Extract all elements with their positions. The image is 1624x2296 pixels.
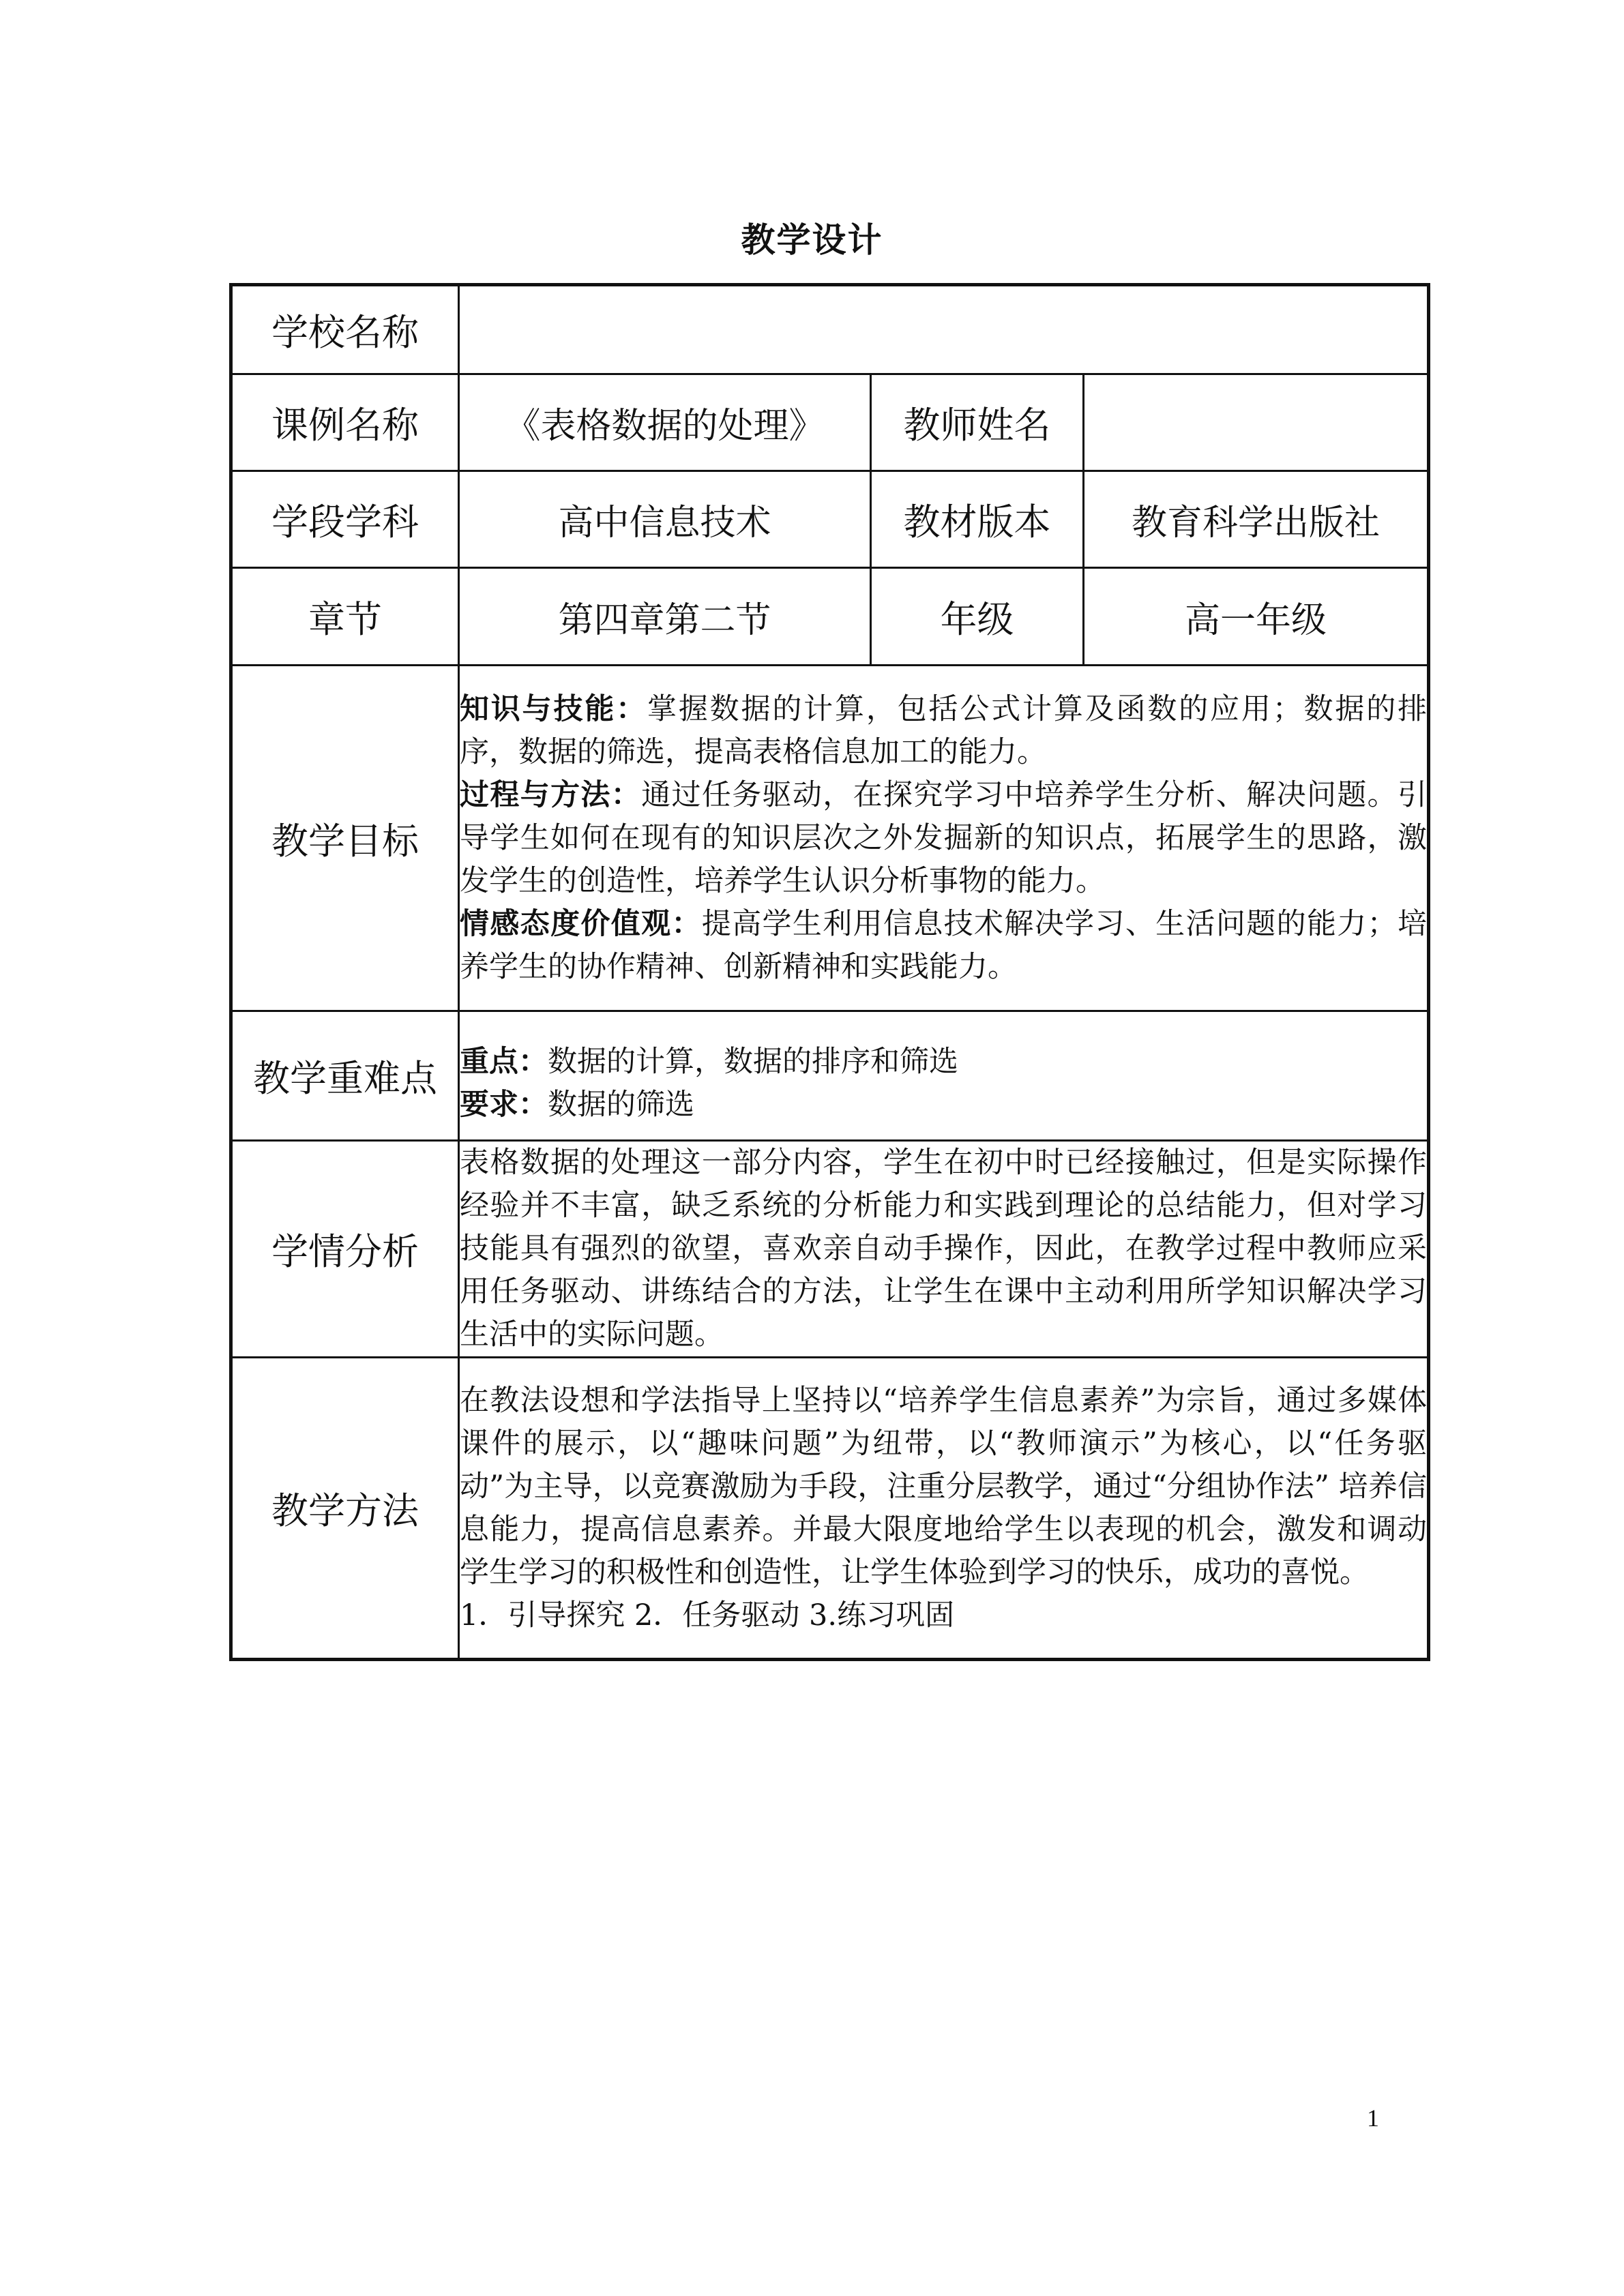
row-chapter	[231, 568, 1429, 666]
subject-label: 学段学科	[231, 471, 459, 568]
chapter-label: 章节	[231, 568, 459, 666]
school-name-value	[459, 285, 1429, 374]
lesson-design-table	[229, 283, 1430, 1661]
focus-paragraph	[460, 1041, 1427, 1084]
emotion-value-paragraph	[460, 903, 1427, 989]
requirement-heading: 要求：	[460, 1087, 548, 1122]
chapter-value: 第四章第二节	[459, 568, 871, 666]
school-name-label: 学校名称	[231, 285, 459, 374]
emotion-value-heading: 情感态度价值观：	[460, 906, 702, 941]
row-school	[231, 285, 1429, 374]
teacher-name-value	[1084, 374, 1429, 471]
methods-content	[459, 1358, 1429, 1660]
objectives-label: 教学目标	[231, 666, 459, 1011]
edition-value: 教育科学出版社	[1084, 471, 1429, 568]
key-points-label: 教学重难点	[231, 1011, 459, 1141]
focus-heading: 重点：	[460, 1044, 548, 1079]
methods-text: 在教法设想和学法指导上坚持以“培养学生信息素养”为宗旨，通过多媒体课件的展示，以“趣味问题”为纽带，以“教师演示”为核心，以“任务驱动”为主导，以竞赛激励为手段，注重分层教学，通过“分组协作法” 培养信息能力，提高信息素养。并最大限度地给学生以表现的机会，激发和调动学生学习的积极性和创造性，让学生体验到学习的快乐，成功的喜悦。	[460, 1383, 1428, 1590]
analysis-content	[459, 1141, 1429, 1358]
row-objectives	[231, 666, 1429, 1011]
subject-value: 高中信息技术	[459, 471, 871, 568]
process-method-paragraph	[460, 774, 1427, 903]
grade-label: 年级	[871, 568, 1084, 666]
emotion-value-text: 提高学生利用信息技术解决学习、生活问题的能力；培养学生的协作精神、创新精神和实践能力。	[460, 906, 1428, 984]
process-method-heading: 过程与方法：	[460, 777, 642, 812]
process-method-text: 通过任务驱动，在探究学习中培养学生分析、解决问题。引导学生如何在现有的知识层次之外发掘新的知识点，拓展学生的思路，激发学生的创造性，培养学生认识分析事物的能力。	[460, 777, 1428, 898]
row-analysis	[231, 1141, 1429, 1358]
teacher-name-label: 教师姓名	[871, 374, 1084, 471]
knowledge-skill-heading: 知识与技能：	[460, 691, 648, 726]
row-course	[231, 374, 1429, 471]
grade-value: 高一年级	[1084, 568, 1429, 666]
focus-text: 数据的计算，数据的排序和筛选	[548, 1044, 958, 1079]
knowledge-skill-paragraph	[460, 688, 1427, 774]
methods-label: 教学方法	[231, 1358, 459, 1660]
analysis-text: 表格数据的处理这一部分内容，学生在初中时已经接触过，但是实际操作经验并不丰富，缺乏系统的分析能力和实践到理论的总结能力，但对学习技能具有强烈的欲望，喜欢亲自动手操作，因此，在教学过程中教师应采用任务驱动、讲练结合的方法，让学生在课中主动利用所学知识解决学习生活中的实际问题。	[460, 1146, 1428, 1352]
course-name-label: 课例名称	[231, 374, 459, 471]
requirement-paragraph	[460, 1084, 1427, 1127]
key-points-content	[459, 1011, 1429, 1141]
knowledge-skill-text: 掌握数据的计算，包括公式计算及函数的应用；数据的排序，数据的筛选，提高表格信息加工的能力。	[460, 691, 1428, 769]
row-methods	[231, 1358, 1429, 1660]
requirement-text: 数据的筛选	[548, 1087, 694, 1122]
page-title: 教学设计	[741, 220, 883, 260]
analysis-label: 学情分析	[231, 1141, 459, 1358]
edition-label: 教材版本	[871, 471, 1084, 568]
page-number: 1	[1367, 2104, 1379, 2132]
objectives-content	[459, 666, 1429, 1011]
row-subject	[231, 471, 1429, 568]
course-name-value: 《表格数据的处理》	[459, 374, 871, 471]
row-key-points	[231, 1011, 1429, 1141]
methods-list: 1．引导探究 2．任务驱动 3.练习巩固	[460, 1598, 955, 1632]
